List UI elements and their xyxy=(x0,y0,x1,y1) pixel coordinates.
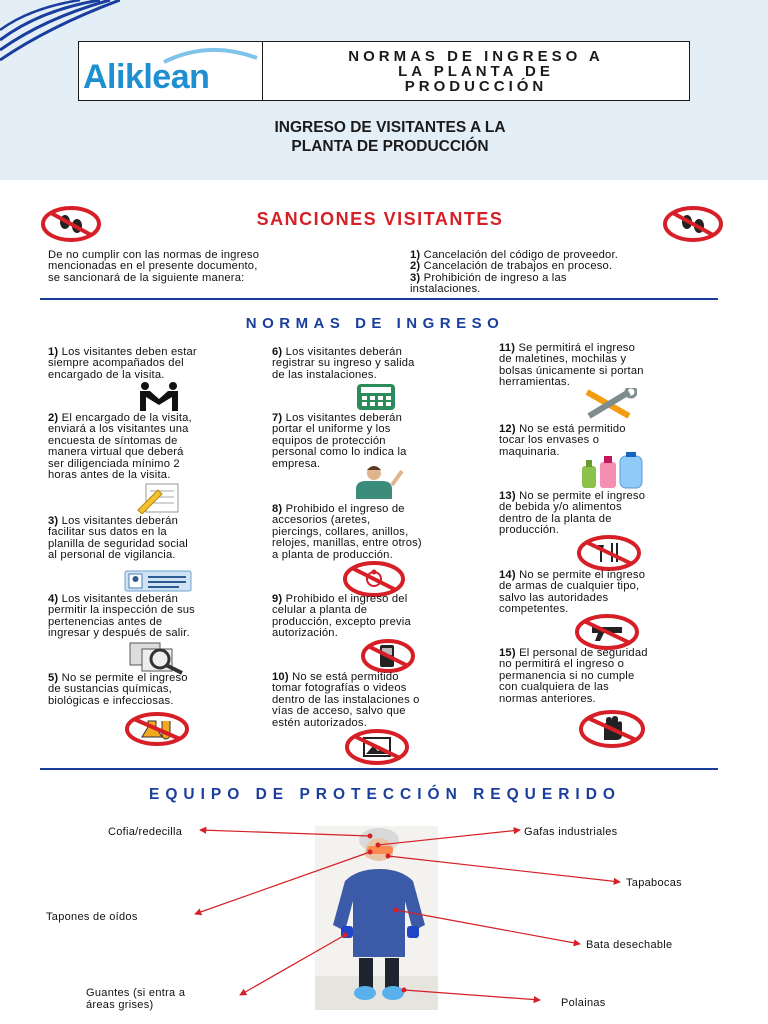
no-chemicals-icon xyxy=(124,712,190,746)
rule-10: 10) No se está permitido tomar fotografías o videos dentro de las instalaciones o vías de acceso, salvo que estén autorizados. xyxy=(272,671,420,729)
page-subtitle xyxy=(0,118,768,156)
title-box xyxy=(78,41,690,101)
rule-12: 12) No se está permitido tocar los envases o maquinaria. xyxy=(499,423,626,458)
sanciones-list xyxy=(410,250,618,296)
rule-15: 15) El personal de seguridad no permitirá el ingreso o permanencia si no cumple con cualquiera de las normas anteriores. xyxy=(499,647,648,705)
section-title-normas: NORMAS DE INGRESO xyxy=(245,315,505,332)
rule-7: 7) Los visitantes deberán portar el uniforme y los equipos de protección personal como lo indica la empresa. xyxy=(272,412,407,470)
rule-3: 3) Los visitantes deberán facilitar sus datos en la planilla de seguridad social al personal de vigilancia. xyxy=(48,515,188,562)
rule-4: 4) Los visitantes deberán permitir la inspección de sus pertenencias antes de ingresar y después de salir. xyxy=(48,593,195,640)
ppe-person-photo xyxy=(315,826,438,1010)
list-item: 1) Cancelación del código de proveedor. xyxy=(410,249,619,261)
rule-1: 1) Los visitantes deben estar siempre acompañados del encargado de la visita. xyxy=(48,346,197,381)
rule-9: 9) Prohibido el ingreso del celular a planta de producción, excepto previa autorización. xyxy=(272,593,411,640)
person-uniform-icon xyxy=(348,463,408,499)
no-weapons-icon xyxy=(574,614,640,650)
no-photography-icon xyxy=(344,729,410,765)
divider xyxy=(40,768,718,770)
rule-5: 5) No se permite el ingreso de sustancias químicas, biológicas e infecciosas. xyxy=(48,672,188,707)
label-guantes xyxy=(86,987,185,1011)
text-line: mencionadas en el presente documento, xyxy=(48,260,258,273)
keypad-register-icon xyxy=(356,383,396,411)
subtitle-line: PLANTA DE PRODUCCIÓN xyxy=(291,138,489,155)
handshake-icon xyxy=(135,381,183,413)
page-title xyxy=(263,42,689,100)
rule-6: 6) Los visitantes deberán registrar su ingreso y salida de las instalaciones. xyxy=(272,346,415,381)
id-card-icon xyxy=(124,570,192,592)
rule-13: 13) No se permite el ingreso de bebida y/o alimentos dentro de la planta de producción. xyxy=(499,490,646,537)
survey-form-icon xyxy=(136,482,182,514)
label-line: áreas grises) xyxy=(86,999,154,1011)
logo-text: Aliklean xyxy=(83,58,210,96)
title-line: PRODUCCIÓN xyxy=(404,77,548,95)
no-entry-footprints-icon xyxy=(40,205,102,243)
ppe-person-illustration xyxy=(315,826,438,1010)
text-line: De no cumplir con las normas de ingreso xyxy=(48,249,260,261)
rule-8: 8) Prohibido el ingreso de accesorios (aretes, piercings, collares, anillos, relojes, manillas, entre otros) a planta de producción. xyxy=(272,503,422,561)
divider xyxy=(40,298,718,300)
company-logo xyxy=(79,42,263,100)
rule-14: 14) No se permite el ingreso de armas de cualquier tipo, salvo las autoridades competentes. xyxy=(499,569,646,616)
rule-11: 11) Se permitirá el ingreso de maletines, mochilas y bolsas únicamente si portan herramientas. xyxy=(499,342,644,389)
label-polainas: Polainas xyxy=(561,997,606,1009)
subtitle-line: INGRESO DE VISITANTES A LA xyxy=(274,119,506,136)
containers-bottles-icon xyxy=(578,450,646,490)
no-food-icon xyxy=(576,535,642,571)
title-line: LA PLANTA DE xyxy=(398,62,554,80)
list-item-continued: instalaciones. xyxy=(410,283,481,296)
label-tapabocas: Tapabocas xyxy=(626,877,682,889)
no-phone-icon xyxy=(360,639,416,673)
sanciones-intro xyxy=(48,250,259,284)
section-title-epp: EQUIPO DE PROTECCIÓN REQUERIDO xyxy=(149,786,621,803)
label-cofia: Cofia/redecilla xyxy=(108,826,183,838)
no-accessories-icon xyxy=(342,561,406,597)
inspection-magnifier-icon xyxy=(128,641,186,675)
text-line: se sancionará de la siguiente manera: xyxy=(48,271,245,284)
section-title-sanciones: SANCIONES VISITANTES xyxy=(256,209,504,229)
list-item: 3) Prohibición de ingreso a las xyxy=(410,271,567,284)
tools-icon xyxy=(581,388,637,420)
label-gafas: Gafas industriales xyxy=(524,826,618,838)
no-entry-footprints-icon xyxy=(662,205,724,243)
no-entry-hand-icon xyxy=(578,710,646,748)
label-line: Guantes (si entra a xyxy=(86,987,186,999)
label-tapones: Tapones de oídos xyxy=(46,911,138,923)
label-bata: Bata desechable xyxy=(586,939,673,951)
title-line: NORMAS DE INGRESO A xyxy=(348,47,604,65)
list-item: 2) Cancelación de trabajos en proceso. xyxy=(410,260,613,273)
rule-2: 2) El encargado de la visita, enviará a los visitantes una encuesta de síntomas de manera virtual que deberá ser diligenciada mínimo 2 horas antes de la visita. xyxy=(48,412,192,482)
